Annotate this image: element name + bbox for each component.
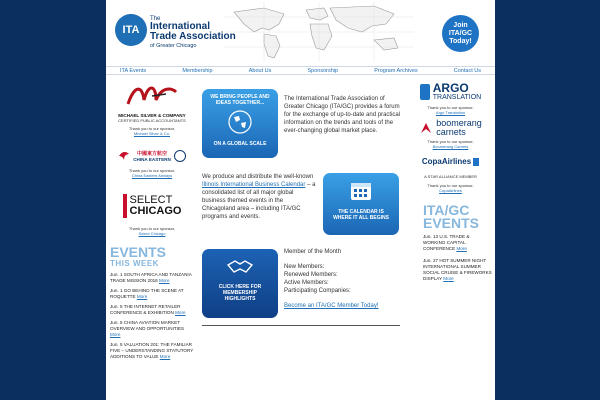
calendar-link[interactable]: Illinois International Business Calendar — [202, 182, 306, 188]
renewed-members: Renewed Members: — [284, 272, 338, 278]
event-item — [423, 258, 493, 282]
event-text: Jun. 5 VALUATION 201: THE FAMILIAR FIVE – UNDERSTANDING STATUTORY ADDITIONS TO VALUE — [110, 342, 194, 359]
handshake-icon — [226, 257, 254, 277]
event-more-link[interactable]: More — [159, 354, 171, 359]
membership-highlights-button[interactable] — [202, 249, 278, 318]
event-text: Jun. 27 HOT SUMMER NIGHT INTERNATIONAL SUMMER SOCIAL CRUISE & FIREWORKS DISPLAY — [423, 258, 492, 281]
event-text: Jun. 5 CHINA AVIATION MARKET OVERVIEW AND OPPORTUNITIES — [110, 320, 185, 331]
join-line2: ITA/GC — [448, 29, 473, 37]
ita-events-title1: ITA/GC — [423, 202, 470, 218]
sponsor2-thanks: Thank you to our sponsor, — [128, 168, 176, 173]
divider — [202, 325, 400, 326]
argo-line1: ARGO — [432, 81, 469, 95]
copa-link[interactable]: CopaAirlines — [439, 188, 462, 193]
argo-mark-icon — [420, 84, 430, 100]
china-eastern-swallow-icon — [118, 150, 130, 162]
event-item — [110, 320, 194, 338]
member-of-month: Member of the Month — [284, 249, 342, 255]
event-item — [110, 342, 194, 360]
nav-membership[interactable]: Membership — [182, 68, 213, 74]
member-info — [284, 248, 402, 310]
nav-program-archives[interactable]: Program Archives — [374, 68, 418, 74]
select-chicago-logo — [108, 194, 196, 218]
event-more-link[interactable]: More — [443, 276, 454, 281]
calendar-button[interactable] — [323, 173, 399, 235]
sponsor-copa[interactable] — [406, 157, 495, 193]
event-more-link[interactable]: More — [175, 310, 186, 315]
event-item — [423, 234, 493, 252]
calendar-text — [202, 173, 318, 221]
membership-button-label: CLICK HERE FOR MEMBERSHIP HIGHLIGHTS — [218, 284, 262, 302]
sponsor1-thanks: Thank you to our sponsor, — [128, 126, 176, 131]
sponsor-boomerang[interactable] — [406, 119, 495, 149]
nav-about-us[interactable]: About Us — [248, 68, 272, 74]
sponsor-select-chicago[interactable] — [108, 194, 196, 236]
join-button[interactable] — [442, 15, 479, 52]
event-text: Jun. 1 GO BEHIND THE SCENE AT ROQUETTE — [110, 288, 184, 299]
logo-line2: Trade Association — [150, 31, 236, 42]
copa-logo — [406, 157, 495, 166]
new-members: New Members: — [284, 264, 325, 270]
argo-link[interactable]: Argo Translation — [435, 110, 466, 115]
ita-events-list — [423, 204, 493, 282]
left-column — [106, 82, 198, 400]
sponsor3-thanks: Thank you to our sponsor, — [128, 226, 176, 231]
event-text: Jun. 1 SOUTH AFRICA AND TANZANIA TRADE MISSION 2016 — [110, 272, 192, 283]
event-text: Jun. 13 U.S. TRADE & WORKING CAPITAL CONFERENCE — [423, 234, 470, 251]
main-nav — [106, 66, 495, 75]
sponsor-argo[interactable] — [406, 82, 495, 115]
become-member-link[interactable]: Become an ITA/GC Member Today! — [284, 303, 379, 309]
intro-text: The International Trade Association of Greater Chicago (ITA/GC) provides a forum for the exchange of up-to-date and practical information on the trends and tools of the ever-changing global market place. — [284, 96, 401, 134]
calendar-text-pre: We produce and distribute the well-known — [202, 174, 314, 180]
event-item — [110, 272, 194, 284]
ita-logo[interactable]: ITA — [115, 14, 147, 46]
active-members: Active Members: — [284, 280, 329, 286]
sponsor-china-eastern[interactable] — [108, 150, 196, 178]
join-line3: Today! — [449, 37, 472, 45]
sponsor-michael-silver[interactable] — [108, 82, 196, 136]
world-map-icon — [224, 2, 414, 62]
boomerang-line1: boomerang — [436, 118, 482, 128]
event-more-link[interactable]: More — [456, 246, 467, 251]
sponsor1-name: MICHAEL SILVER & COMPANY — [118, 113, 186, 118]
argo-thanks: Thank you to our sponsor, — [427, 105, 474, 110]
btn1-top-label: WE BRING PEOPLE AND IDEAS TOGETHER... — [210, 94, 270, 106]
logo-the: The — [150, 16, 161, 22]
globe-icon — [227, 109, 253, 135]
nav-ita-events[interactable]: ITA Events — [120, 68, 147, 74]
select-line1: SELECT — [129, 194, 173, 206]
global-scale-button[interactable] — [202, 89, 278, 158]
calendar-text-post: – a consolidated list of all major global business themed events in the Chicagoland area – including ITA/GC programs and events. — [202, 182, 316, 220]
ita-events-title2: EVENTS — [423, 215, 480, 231]
sponsor2-link[interactable]: China Eastern Airways — [131, 173, 173, 178]
event-more-link[interactable]: More — [110, 332, 121, 337]
events-this-week — [110, 246, 194, 360]
events-subtitle: THIS WEEK — [110, 259, 159, 268]
event-item — [110, 288, 194, 300]
copa-thanks: Thank you to our sponsor, — [427, 183, 474, 188]
boomerang-line2: carnets — [436, 127, 466, 137]
nav-contact-us[interactable]: Contact Us — [453, 68, 481, 74]
logo-line3: of Greater Chicago — [150, 43, 197, 49]
logo-line1: International — [150, 21, 211, 32]
right-column — [406, 82, 495, 400]
boomerang-logo — [406, 119, 495, 137]
michael-silver-logo-icon — [122, 82, 182, 108]
select-line2: CHICAGO — [129, 205, 182, 217]
copa-sub: A STAR ALLIANCE MEMBER — [424, 174, 477, 179]
nav-sponsorship[interactable]: Sponsorship — [307, 68, 339, 74]
boomerang-icon — [419, 121, 433, 135]
china-eastern-name: CHINA EASTERN — [133, 157, 171, 162]
header — [106, 0, 495, 64]
boomerang-link[interactable]: Boomerang Carnets — [432, 144, 469, 149]
page — [106, 0, 495, 400]
sponsor1-sub: CERTIFIED PUBLIC ACCOUNTANTS — [118, 118, 186, 123]
middle-column — [198, 82, 404, 400]
event-item — [110, 304, 194, 316]
events-title: EVENTS — [110, 244, 167, 260]
join-label — [449, 22, 472, 46]
sponsor1-link[interactable]: Michael Silver & Co. — [133, 131, 170, 136]
calendar-button-label: THE CALENDAR IS WHERE IT ALL BEGINS — [333, 209, 389, 221]
select-chicago-bar-icon — [123, 194, 127, 218]
event-more-link[interactable]: More — [136, 294, 148, 299]
calendar-icon — [348, 178, 374, 204]
sponsor3-link[interactable]: Select Chicago — [138, 231, 166, 236]
boomerang-thanks: Thank you to our sponsor, — [427, 139, 474, 144]
copa-mark-icon — [473, 158, 479, 166]
event-text: Jun. 5 THE INTERNET RETAILER CONFERENCE & EXHIBITION — [110, 304, 181, 315]
china-eastern-logo — [108, 150, 196, 162]
argo-logo — [406, 82, 495, 102]
participating-companies: Participating Companies: — [284, 288, 351, 294]
copa-name: CopaAirlines — [421, 157, 472, 166]
china-eastern-chinese: 中國東方航空 — [136, 151, 167, 157]
event-more-link[interactable]: More — [159, 278, 170, 283]
argo-line2: TRANSLATION — [432, 94, 482, 101]
skyteam-icon — [174, 150, 186, 162]
join-line1: Join — [453, 21, 468, 29]
btn1-bottom-label: ON A GLOBAL SCALE — [213, 141, 267, 147]
